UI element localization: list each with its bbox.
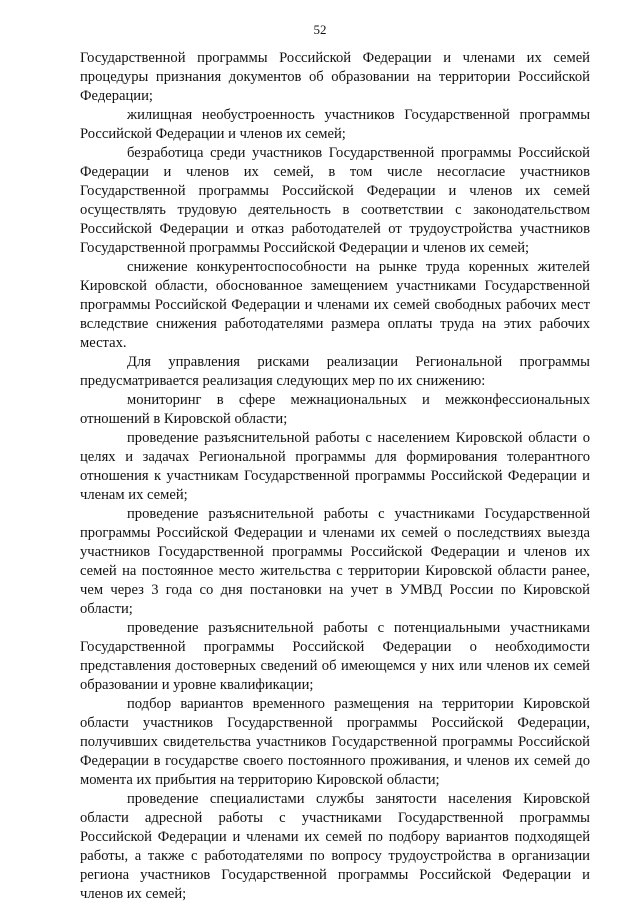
paragraph: проведение разъяснительной работы с участниками Государственной программы Российской Федерации и членами их семей о последствиях выезда участников Государственной программы Российской Федерации и членов их семей на постоянное место жительства с территории Кировской области ранее, чем через 3 года со дня постановки на учет в УМВД России по Кировской области; <box>80 506 590 617</box>
paragraph: снижение конкурентоспособности на рынке труда коренных жителей Кировской области, обоснованное замещением участниками Государственной программы Российской Федерации и членами их семей свободных рабочих мест вследствие снижения работодателями размера оплаты труда на этих рабочих местах. <box>80 259 590 351</box>
page-number: 52 <box>313 22 327 37</box>
paragraph: проведение разъяснительной работы с потенциальными участниками Государственной программы Российской Федерации о необходимости представления достоверных сведений об имеющемся у них или членов их семей образовании и уровне квалификации; <box>80 620 590 693</box>
paragraph: Государственной программы Российской Федерации и членами их семей процедуры признания документов об образовании на территории Российской Федерации; <box>80 50 590 104</box>
paragraph: безработица среди участников Государственной программы Российской Федерации и членов их семей, в том числе несогласие участников Государственной программы Российской Федерации и членов их семей осуществлять трудовую деятельность в соответствии с законодательством Российской Федерации и отказ работодателей от трудоустройства участников Государственной программы Российской Федерации и членов их семей; <box>80 145 590 256</box>
paragraph: подбор вариантов временного размещения на территории Кировской области участников Государственной программы Российской Федерации, получивших свидетельства участников Государственной программы Российской Федерации в государстве своего постоянного проживания, и членов их семей до момента их прибытия на территорию Кировской области; <box>80 696 590 788</box>
paragraph: проведение разъяснительной работы с населением Кировской области о целях и задачах Региональной программы для формирования толерантного отношения к участникам Государственной программы Российской Федерации и членам их семей; <box>80 430 590 503</box>
document-body <box>80 49 590 904</box>
paragraph: мониторинг в сфере межнациональных и межконфессиональных отношений в Кировской области; <box>80 392 590 427</box>
paragraph: Для управления рисками реализации Региональной программы предусматривается реализация следующих мер по их снижению: <box>80 354 590 389</box>
paragraph: жилищная необустроенность участников Государственной программы Российской Федерации и членов их семей; <box>80 107 590 142</box>
paragraph: проведение специалистами службы занятости населения Кировской области адресной работы с участниками Государственной программы Российской Федерации и членами их семей по подбору вариантов подходящей работы, а также с работодателями по вопросу трудоустройства в организации региона участников Государственной программы Российской Федерации и членов их семей; <box>80 791 590 902</box>
